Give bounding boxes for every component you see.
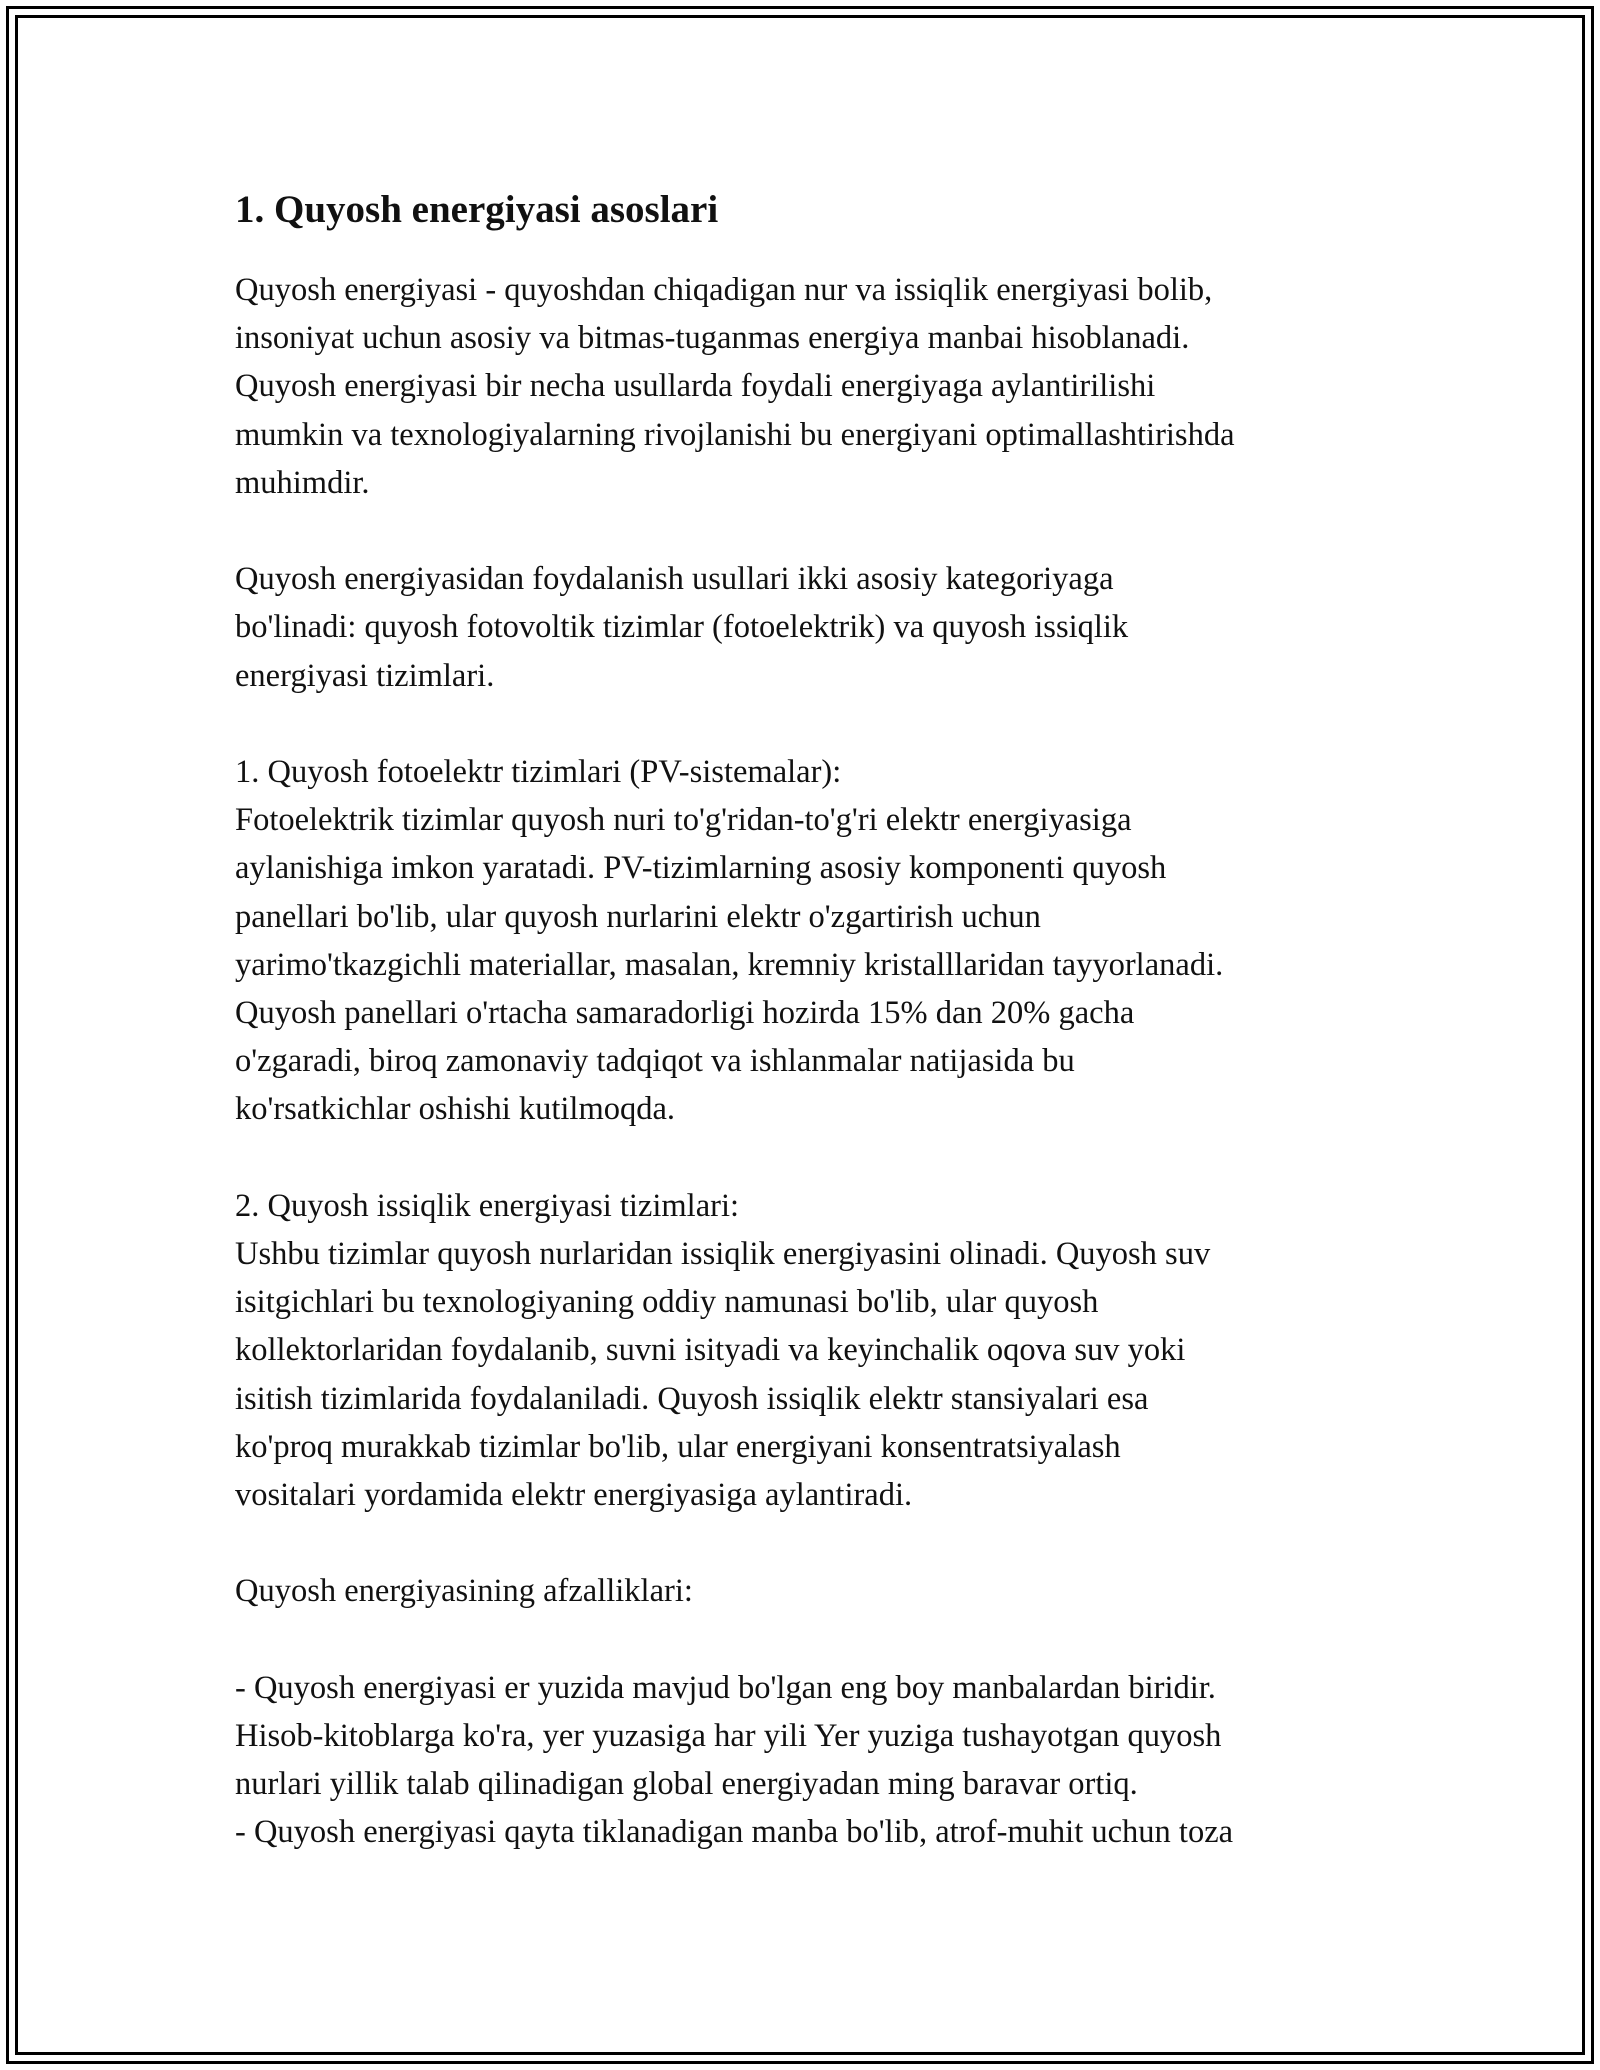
paragraph-spacer: [235, 700, 1375, 748]
paragraph-spacer: [235, 1519, 1375, 1567]
paragraph-spacer: [235, 507, 1375, 555]
pv-systems-paragraph: 1. Quyosh fotoelektr tizimlari (PV-sistemalar): Fotoelektrik tizimlar quyosh nuri to'g'ridan-to'g'ri elektr energiyasiga aylanishiga imkon yaratadi. PV-tizimlarning asosiy komponenti quyosh panellari bo'lib, ular quyosh nurlarini elektr o'zgartirish uchun yarimo'tkazgichli materiallar, masalan, kremniy kristalllaridan tayyorlanadi. Quyosh panellari o'rtacha samaradorligi hozirda 15% dan 20% gacha o'zgaradi, biroq zamonaviy tadqiqot va ishlanmalar natijasida bu ko'rsatkichlar oshishi kutilmoqda.: [235, 754, 1224, 1128]
intro-paragraph: Quyosh energiyasi - quyoshdan chiqadigan nur va issiqlik energiyasi bolib, insoniyat uchun asosiy va bitmas-tuganmas energiya manbai hisoblanadi. Quyosh energiyasi bir necha usullarda foydali energiyaga aylantirilishi mumkin va texnologiyalarning rivojlanishi bu energiyani optimallashtirishda muhimdir.: [235, 272, 1235, 501]
document-body: [235, 186, 1375, 1857]
advantages-heading: Quyosh energiyasining afzalliklari:: [235, 1573, 693, 1610]
paragraph-spacer: [235, 1616, 1375, 1664]
methods-paragraph: Quyosh energiyasidan foydalanish usullari ikki asosiy kategoriyaga bo'linadi: quyosh fotovoltik tizimlar (fotoelektrik) va quyosh issiqlik energiyasi tizimlari.: [235, 561, 1129, 694]
thermal-systems-paragraph: 2. Quyosh issiqlik energiyasi tizimlari: Ushbu tizimlar quyosh nurlaridan issiqlik energiyasini olinadi. Quyosh suv isitgichlari bu texnologiyaning oddiy namunasi bo'lib, ular quyosh kollektorlaridan foydalanib, suvni isityadi va keyinchalik oqova suv yoki isitish tizimlarida foydalaniladi. Quyosh issiqlik elektr stansiyalari esa ko'proq murakkab tizimlar bo'lib, ular energiyani konsentratsiyalash vositalari yordamida elektr energiyasiga aylantiradi.: [235, 1187, 1211, 1514]
paragraph-spacer: [235, 1134, 1375, 1182]
advantages-list: - Quyosh energiyasi er yuzida mavjud bo'lgan eng boy manbalardan biridir. Hisob-kitoblarga ko'ra, yer yuzasiga har yili Yer yuziga tushayotgan quyosh nurlari yillik talab qilinadigan global energiyadan ming baravar ortiq. - Quyosh energiyasi qayta tiklanadigan manba bo'lib, atrof-muhit uchun toza: [235, 1669, 1234, 1851]
document-title: 1. Quyosh energiyasi asoslari: [235, 188, 719, 231]
